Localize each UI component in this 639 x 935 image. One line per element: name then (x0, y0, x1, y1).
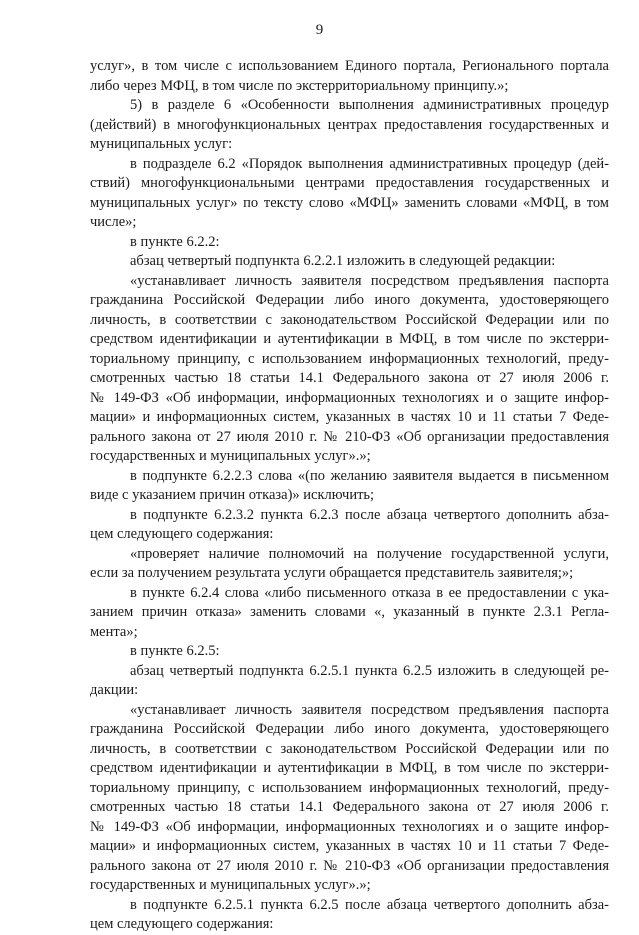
text-line: если за получением результата услуги обращается представитель заявителя;»; (90, 565, 574, 581)
text-line: № 149-ФЗ «Об информации, информационных технологиях и о защите инфор- (90, 818, 609, 835)
text-line: в подпункте 6.2.3.2 пункта 6.2.3 после абзаца четвертого дополнить абза- (130, 506, 609, 523)
text-line: ствий) многофункциональными центрами предоставления государственных и (90, 175, 609, 191)
text-line: мации» и информационных систем, указанных в частях 10 и 11 статьи 7 Феде- (90, 838, 609, 854)
text-line: числе»; (90, 214, 137, 230)
text-line: в подпункте 6.2.5.1 пункта 6.2.5 после абзаца четвертого дополнить абза- (130, 896, 609, 913)
text-line: (действий) в многофункциональных центрах предоставления государственных и (90, 116, 609, 133)
text-line: личность, в соответствии с законодательством Российской Федерации или по (90, 740, 609, 757)
text-line: в пункте 6.2.2: (130, 233, 220, 250)
text-line: государственных и муниципальных услуг».»; (90, 448, 371, 464)
text-line: в подразделе 6.2 «Порядок выполнения административных процедур (дей- (130, 155, 609, 172)
text-line: либо через МФЦ, в том числе по экстерриториальному принципу.»; (90, 77, 509, 94)
text-line: муниципальных услуг» по тексту слово «МФЦ» заменить словами «МФЦ, в том (90, 194, 609, 211)
text-line: личность, в соответствии с законодательством Российской Федерации или по (90, 311, 609, 328)
document-body (90, 57, 609, 935)
text-line: в подпункте 6.2.2.3 слова «(по желанию заявителя выдается в письменном (130, 467, 609, 484)
text-line: «устанавливает личность заявителя посредством предъявления паспорта (130, 701, 609, 718)
text-line: № 149-ФЗ «Об информации, информационных технологиях и о защите инфор- (90, 389, 609, 406)
text-line: дакции: (90, 682, 139, 698)
text-line: государственных и муниципальных услуг».»; (90, 877, 371, 893)
text-line: мента»; (90, 623, 138, 640)
text-line: ториальному принципу, с использованием информационных технологий, преду- (90, 779, 609, 796)
text-line: в пункте 6.2.5: (130, 643, 220, 659)
text-line: средством идентификации и аутентификации в МФЦ, в том числе по экстерри- (90, 760, 609, 776)
text-line: абзац четвертый подпункта 6.2.2.1 изложить в следующей редакции: (130, 253, 556, 269)
text-line: абзац четвертый подпункта 6.2.5.1 пункта 6.2.5 изложить в следующей ре- (130, 662, 609, 679)
text-line: рального закона от 27 июля 2010 г. № 210-ФЗ «Об организации предоставления (90, 857, 609, 874)
text-line: ториальному принципу, с использованием информационных технологий, преду- (90, 350, 609, 367)
text-line: «проверяет наличие полномочий на получение государственной услуги, (130, 545, 609, 562)
text-line: цем следующего содержания: (90, 916, 274, 932)
text-line: виде с указанием причин отказа)» исключить; (90, 487, 375, 503)
page-number: 9 (315, 22, 324, 38)
text-line: услуг», в том числе с использованием Единого портала, Регионального портала (90, 58, 609, 74)
text-line: гражданина Российской Федерации либо иного документа, удостоверяющего (90, 721, 609, 737)
text-line: средством идентификации и аутентификации в МФЦ, в том числе по экстерри- (90, 331, 609, 347)
text-line: занием причин отказа» заменить словами «, указанный в пункте 2.3.1 Регла- (90, 604, 609, 620)
text-line: муниципальных услуг: (90, 136, 233, 152)
text-line: смотренных частью 18 статьи 14.1 Федерального закона от 27 июля 2006 г. (90, 799, 609, 815)
text-line: цем следующего содержания: (90, 526, 274, 542)
text-line: 5) в разделе 6 «Особенности выполнения административных процедур (130, 97, 609, 113)
text-line: рального закона от 27 июля 2010 г. № 210-ФЗ «Об организации предоставления (90, 428, 609, 445)
text-line: гражданина Российской Федерации либо иного документа, удостоверяющего (90, 292, 609, 308)
text-line: мации» и информационных систем, указанных в частях 10 и 11 статьи 7 Феде- (90, 409, 609, 425)
text-line: «устанавливает личность заявителя посредством предъявления паспорта (130, 272, 609, 289)
text-line: смотренных частью 18 статьи 14.1 Федерального закона от 27 июля 2006 г. (90, 370, 609, 386)
text-line: в пункте 6.2.4 слова «либо письменного отказа в ее предоставлении с ука- (130, 584, 609, 601)
